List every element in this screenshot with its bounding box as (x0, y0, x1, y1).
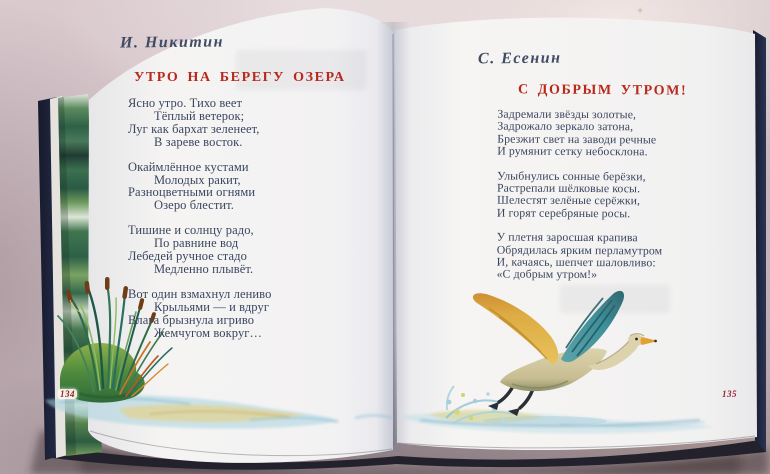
stanza (497, 231, 663, 281)
right-page-author: С. Есенин (477, 49, 562, 68)
fabric-star-pattern: ✦ (636, 6, 645, 17)
poem-line: Брезжит свет на заводи речные (497, 131, 657, 147)
poem-line: И, качаясь, шепчет шаловливо: (496, 254, 656, 270)
poem-line: Жемчугом вокруг… (154, 325, 263, 340)
stanza (497, 169, 663, 219)
right-poem-title: С ДОБРЫМ УТРОМ! (517, 82, 688, 99)
stanza (497, 108, 663, 158)
poem-line: Окаймлённое кустами (128, 159, 249, 174)
poem-line: Задремали звёзды золотые, (497, 106, 637, 122)
poem-line: «С добрым утром!» (496, 267, 598, 282)
poem-line: Вот один взмахнул лениво (128, 286, 272, 301)
poem-line: Влага брызнула игриво (128, 312, 255, 327)
stanza (128, 161, 271, 213)
left-poem (128, 97, 271, 340)
poem-line: Ясно утро. Тихо веет (128, 96, 243, 110)
left-poem-title: УТРО НА БЕРЕГУ ОЗЕРА (134, 70, 346, 85)
poem-line: В зареве восток. (154, 134, 243, 149)
poem-line: Крыльями — и вдруг (154, 299, 270, 314)
poem-line: Задрожало зеркало затона, (497, 118, 634, 134)
poem-line: Лебедей ручное стадо (128, 249, 247, 264)
poem-line: Тишине и солнцу радо, (128, 223, 254, 238)
poem-line: Тёплый ветерок; (154, 108, 245, 123)
poem-line: Медленно плывёт. (154, 261, 254, 276)
stanza (128, 224, 271, 276)
poem-line: И горят серебряные росы. (496, 205, 631, 221)
poem-line: Разноцветными огнями (128, 185, 256, 200)
poem-line: Озеро блестит. (154, 198, 235, 213)
poem-line: Растрепали шёлковые косы. (496, 180, 641, 196)
poem-line: У плетня заросшая крапива (496, 229, 638, 245)
poem-line: По равнине вод (154, 236, 239, 251)
left-page-number: 134 (60, 389, 75, 399)
poem-line: Улыбнулись сонные берёзки, (497, 168, 646, 183)
poem-line: Молодых ракит, (154, 172, 241, 187)
left-page-author: И. Никитин (119, 33, 225, 52)
poem-line: Обрядилась ярким перламутром (496, 242, 663, 258)
poem-line: Шелестят зелёные серёжки, (496, 193, 641, 208)
stanza (128, 288, 271, 340)
stanza (128, 97, 271, 149)
right-poem (497, 108, 663, 282)
poem-line: И румянит сетку небосклона. (497, 143, 648, 159)
poem-line: Луг как бархат зеленеет, (128, 121, 260, 136)
right-page-number: 135 (722, 389, 737, 399)
